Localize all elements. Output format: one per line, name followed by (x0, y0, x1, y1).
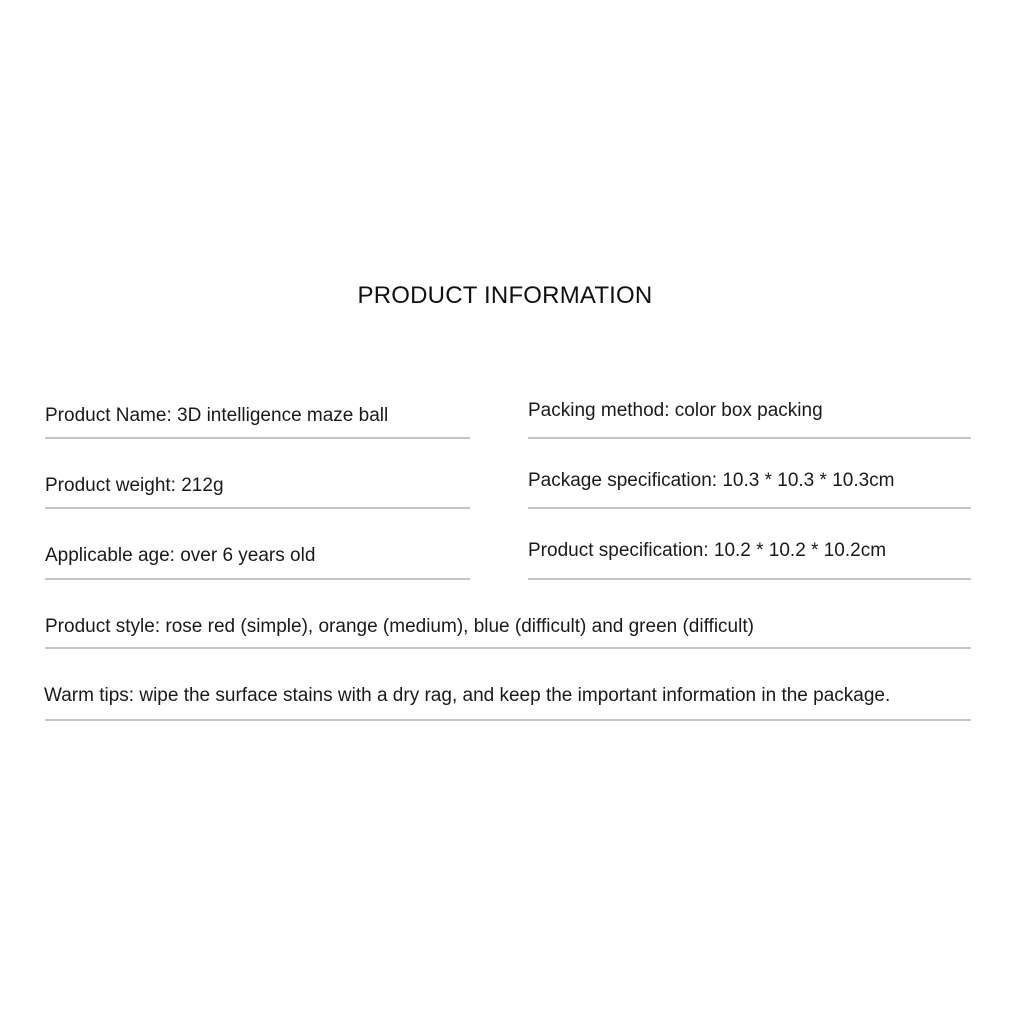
warm-tips-field: Warm tips: wipe the surface stains with a dry rag, and keep the important information in the package. (44, 685, 891, 706)
applicable-age-field: Applicable age: over 6 years old (45, 545, 316, 566)
product-name-field: Product Name: 3D intelligence maze ball (45, 405, 389, 426)
divider-row1-left (45, 437, 470, 439)
divider-row5 (45, 719, 971, 721)
divider-row2-left (45, 507, 470, 509)
divider-row2-right (528, 507, 971, 509)
package-specification-field: Package specification: 10.3 * 10.3 * 10.3cm (528, 470, 895, 491)
page-title: PRODUCT INFORMATION (357, 282, 653, 309)
product-specification-field: Product specification: 10.2 * 10.2 * 10.2cm (528, 540, 887, 561)
divider-row3-left (45, 578, 470, 580)
divider-row4 (45, 647, 971, 649)
packing-method-field: Packing method: color box packing (528, 400, 823, 421)
product-style-field: Product style: rose red (simple), orange (medium), blue (difficult) and green (difficult) (45, 616, 754, 637)
divider-row3-right (528, 578, 971, 580)
product-weight-field: Product weight: 212g (45, 475, 224, 496)
divider-row1-right (528, 437, 971, 439)
